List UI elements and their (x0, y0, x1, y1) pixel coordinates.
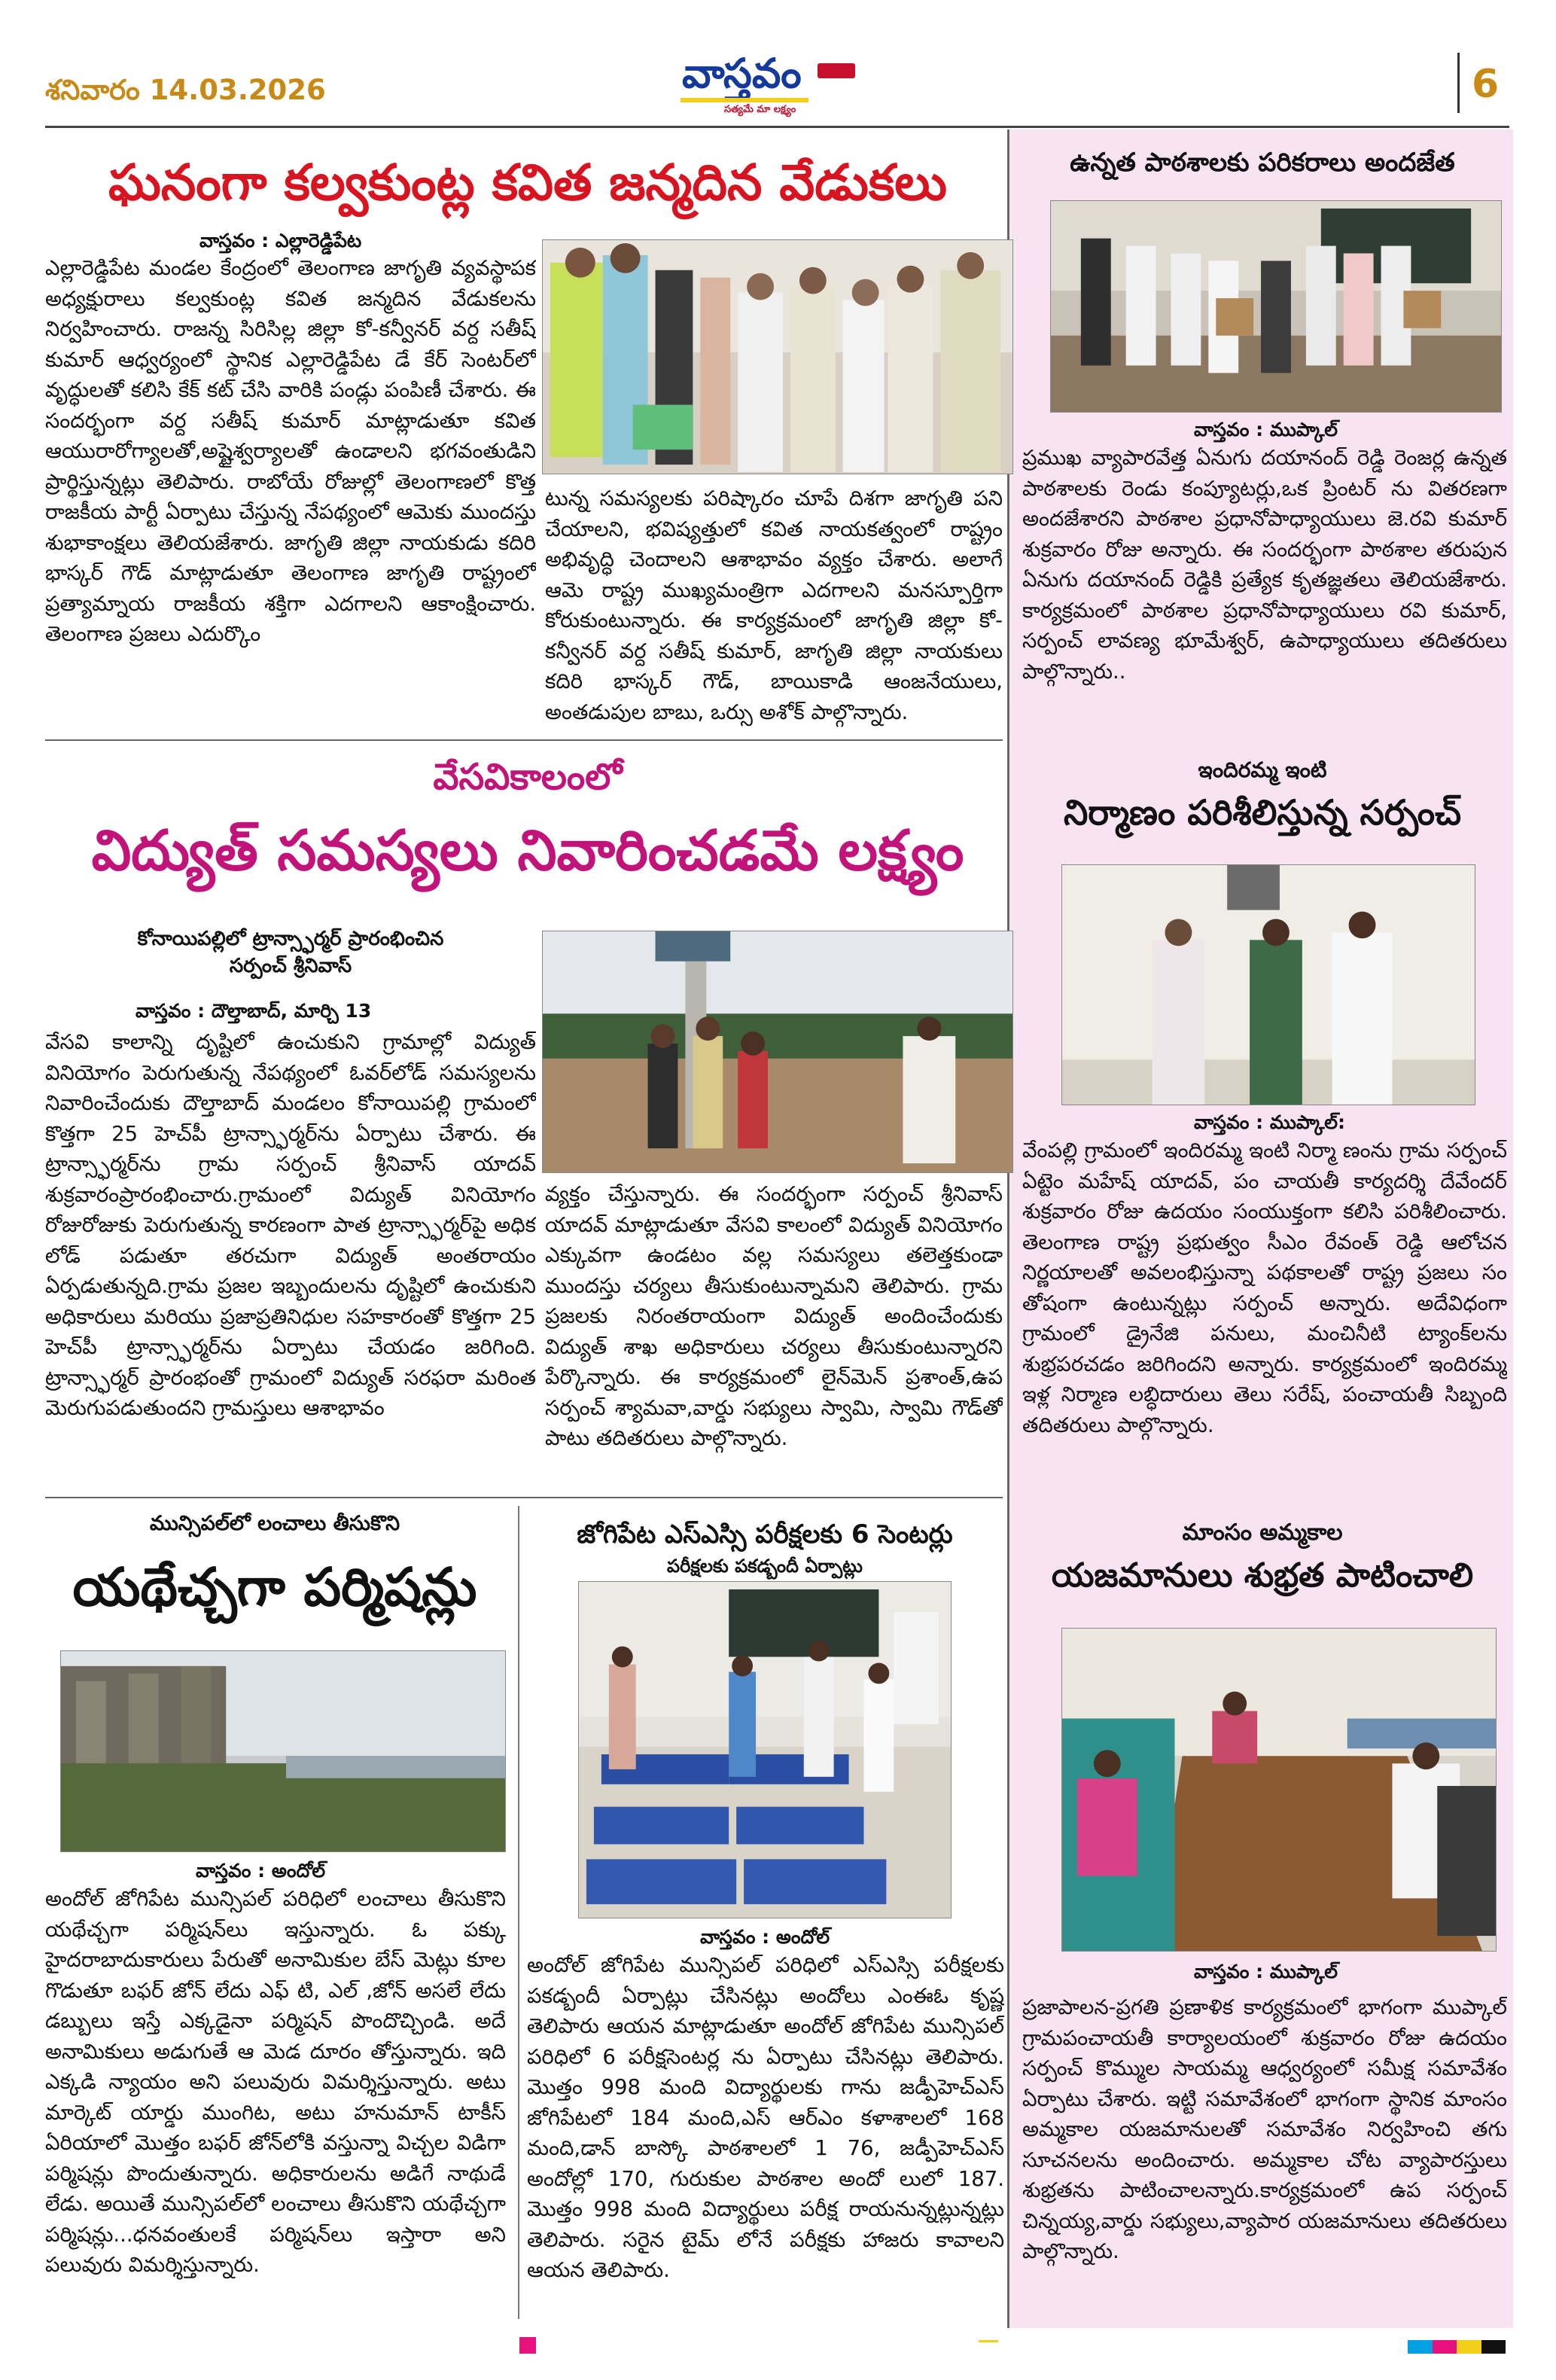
registration-mark-left (519, 2337, 536, 2354)
story2-bottom-rule (45, 1497, 1003, 1498)
registration-mark-yellow (979, 2340, 998, 2342)
story1-column2: టున్న సమస్యలకు పరిష్కారం చూపే దిశగా జాగృతి పని చేయాలని, భవిష్యత్తులో కవిత నాయకత్వంలో రాష్ట్రం అభివృద్ధి చెందాలని ఆశాభావం వ్యక్తం చేశారు. అలాగే ఆమె రాష్ట్ర ముఖ్యమంత్రిగా ఎదగాలని మనస్పూర్తిగా కోరుకుంటున్నారు. ఈ కార్యక్రమంలో జాగృతి జిల్లా కో-కన్వీనర్ వర్ద సతీష్ కుమార్, జాగృతి జిల్లా నాయకులు కదిరి భాస్కర్ గౌడ్, బాయికాడి ఆంజనేయులు, అంతడుపుల బాబు, ఒర్సు అశోక్ పాల్గొన్నారు. (545, 486, 1003, 724)
cmyk-yellow (1457, 2340, 1481, 2354)
cmyk-black (1481, 2340, 1506, 2354)
story1-dateline: వాస్తవం : ఎల్లారెడ్డిపేట (199, 230, 362, 251)
story2-photo (542, 931, 1013, 1173)
story1-photo (542, 239, 1013, 474)
sidebar-story2-photo (1061, 864, 1475, 1105)
masthead-tagline: సత్యమే మా లక్ష్యం (724, 104, 796, 115)
masthead-logo (671, 50, 864, 119)
sidebar-story3-body: ప్రజాపాలన-ప్రగతి ప్రణాళిక కార్యక్రమంలో భాగంగా ముప్కాల్ గ్రామపంచాయతీ కార్యాలయంలో శుక్రవారం రోజు ఉదయం సర్పంచ్ కొమ్ముల సాయమ్మ ఆధ్వర్యంలో సమీక్ష సమావేశం ఏర్పాటు చేశారు. ఇట్టి సమావేశంలో భాగంగా స్థానిక మాంసం అమ్మకాల యజమానులతో సమావేశం నిర్వహించి తగు సూచనలను అందించారు. అమ్మకాల చోట వ్యాపారస్తులు శుభ్రతను పాటించాలన్నారు.కార్యక్రమంలో ఉప సర్పంచ్ చిన్నయ్య,వార్డు సభ్యులు,వ్యాపార యజమానులు తదితరులు పాల్గొన్నారు. (1022, 1995, 1507, 2263)
story3-dateline: వాస్తవం : అందోల్ (196, 1860, 326, 1882)
header-rule (45, 126, 1509, 128)
story4-dateline: వాస్తవం : అందోల్ (700, 1926, 830, 1948)
sidebar-story3-dateline: వాస్తవం : ముప్కాల్ (1194, 1961, 1338, 1982)
story2-headline: విద్యుత్ సమస్యలు నివారించడమే లక్ష్యం (91, 818, 964, 883)
cmyk-cyan (1408, 2340, 1433, 2354)
edition-date: శనివారం 14.03.2026 (45, 74, 326, 106)
story2-subhead-line2: సర్పంచ్ శ్రీనివాస్ (229, 955, 352, 977)
sidebar-story1-body: ప్రముఖ వ్యాపారవేత్త ఏనుగు దయానంద్ రెడ్డి రెంజర్ల ఉన్నత పాఠశాలకు రెండు కంప్యూటర్లు,ఒక ప్రింటర్ ను వితరణగా అందజేశారని పాఠశాల ప్రధానోపాధ్యాయులు జె.రవి కుమార్ శుక్రవారం రోజు అన్నారు. ఈ సందర్భంగా పాఠశాల తరుపున ఏనుగు దయానంద్ రెడ్డికి ప్రత్యేక కృతజ్ఞతలు తెలియజేశారు. కార్యక్రమంలో పాఠశాల ప్రధానోపాధ్యాయులు రవి కుమార్, సర్పంచ్ లావణ్య భూమేశ్వర్, ఉపాధ్యాయులు తదితరులు పాల్గొన్నారు.. (1022, 446, 1507, 684)
masthead-yellow-underline (681, 98, 808, 102)
story4-photo (578, 1581, 952, 1918)
story4-body: అందోల్ జోగిపేట మున్సిపల్ పరిధిలో ఎస్ఎస్సి పరీక్షలకు పకడ్బందీ ఏర్పాట్లు చేసినట్లు అందోలు ఎంఈఓ కృష్ణ తెలిపారు ఆయన మాట్లాడుతూ అందోల్ జోగిపేట మున్సిపల్ పరిధిలో 6 పరీక్షసెంటర్ల ను ఏర్పాటు చేసినట్లు తెలిపారు. మొత్తం 998 మంది విద్యార్థులకు గాను జడ్పీహెచ్ఎస్ జోగిపేటలో 184 మంది,ఎస్ ఆర్ఎం కళాశాలలో 168 మంది,డాన్ బాస్కో పాఠశాలలో 1 76, జడ్పీహెచ్ఎస్ అందోల్లో 170, గురుకుల పాఠశాల అందో లులో 187. మొత్తం 998 మంది విద్యార్థులు పరీక్ష రాయనున్నట్లున్నట్లు తెలిపారు. సరైన టైమ్ లోనే పరీక్షకు హాజరు కావాలని ఆయన తెలిపారు. (527, 1953, 1004, 2282)
page-number: 6 (1472, 62, 1500, 107)
story2-column2: వ్యక్తం చేస్తున్నారు. ఈ సందర్భంగా సర్పంచ్ శ్రీనివాస్ యాదవ్ మాట్లాడుతూ వేసవి కాలంలో విద్యుత్ వినియోగం ఎక్కువగా ఉండటం వల్ల సమస్యలు తలెత్తకుండా ముందస్తు చర్యలు తీసుకుంటున్నామని తెలిపారు. గ్రామ ప్రజలకు నిరంతరాయంగా విద్యుత్ అందించేందుకు విద్యుత్ శాఖ అధికారులు చర్యలు తీసుకుంటున్నారని పేర్కొన్నారు. ఈ కార్యక్రమంలో లైన్‌మెన్ ప్రశాంత్,ఉప సర్పంచ్ శ్యామవా,వార్డు సభ్యులు స్వామి, స్వామి గౌడ్‌తో పాటు తదితరులు పాల్గొన్నారు. (545, 1182, 1003, 1450)
sidebar-story2-dateline: వాస్తవం : ముప్కాల్: (1194, 1111, 1345, 1133)
sidebar-story1-dateline: వాస్తవం : ముప్కాల్ (1194, 419, 1338, 440)
sidebar-story2-headline: నిర్మాణం పరిశీలిస్తున్న సర్పంచ్ (1063, 792, 1462, 833)
story1-column1: ఎల్లారెడ్డిపేట మండల కేంద్రంలో తెలంగాణ జాగృతి వ్యవస్థాపక అధ్యక్షురాలు కల్వకుంట్ల కవిత జన్మదిన వేడుకలను నిర్వహించారు. రాజన్న సిరిసిల్ల జిల్లా కో-కన్వీనర్ వర్ద సతీష్ కుమార్ ఆధ్వర్యంలో స్థానిక ఎల్లారెడ్డిపేట డే కేర్ సెంటర్‌లో వృద్ధులతో కలిసి కేక్ కట్ చేసి వారికి పండ్లు పంపిణీ చేశారు. ఈ సందర్భంగా వర్ద సతీష్ కుమార్ మాట్లాడుతూ కవిత ఆయురారోగ్యాలతో,అష్టైశ్వర్యాలతో ఉండాలని భగవంతుడిని ప్రార్థిస్తున్నట్లు తెలిపారు. రాబోయే రోజుల్లో తెలంగాణలో కొత్త రాజకీయ పార్టీ ఏర్పాటు చేస్తున్న నేపథ్యంలో ఆమెకు ముందస్తు శుభాకాంక్షలు తెలియజేశారు. జాగృతి జిల్లా నాయకుడు కదిరి భాస్కర్ గౌడ్ మాట్లాడుతూ తెలంగాణ జాగృతి రాష్ట్రంలో ప్రత్యామ్నాయ రాజకీయ శక్తిగా ఎదగాలని ఆకాంక్షించారు. తెలంగాణ ప్రజలు ఎదుర్కొం (45, 256, 536, 646)
story4-headline: జోగిపేట ఎస్ఎస్సి పరీక్షలకు 6 సెంటర్లు (577, 1519, 953, 1550)
story2-dateline: వాస్తవం : దౌల్తాబాద్, మార్చి 13 (136, 1000, 372, 1022)
story3-story4-divider (518, 1506, 519, 2319)
story3-headline: యథేచ్చగా పర్మిషన్లు (72, 1556, 477, 1618)
masthead-red-mark (818, 63, 855, 78)
sidebar-story3-headline: యజమానులు శుభ్రత పాటించాలి (1051, 1556, 1474, 1595)
sidebar-story2-body: వేంపల్లి గ్రామంలో ఇందిరమ్మ ఇంటి నిర్మా ణంను గ్రామ సర్పంచ్ ఏట్టెం మహేష్ యాదవ్, పం చాయతీ కార్యదర్శి దేవేందర్ శుక్రవారం రోజు ఉదయం సంయుక్తంగా కలిసి పరిశీలించారు. తెలంగాణ రాష్ట్ర ప్రభుత్వం సీఎం రేవంత్ రెడ్డి ఆలోచన నిర్ణయాలతో అవలంభిస్తున్నా పథకాలతో రాష్ట్ర ప్రజలు సం తోషంగా ఉంటున్నట్లు సర్పంచ్ అన్నారు. అదేవిధంగా గ్రామంలో డ్రైనేజి పనులు, మంచినీటి ట్యాంక్‌లను శుభ్రపరచడం జరిగిందని అన్నారు. కార్యక్రమంలో ఇందిరమ్మ ఇళ్ల నిర్మాణ లబ్ధిదారులు తెలు సరేష్, పంచాయతీ సిబ్బంది తదితరులు పాల్గొన్నారు. (1022, 1138, 1507, 1437)
story2-kicker: వేసవికాలంలో (433, 756, 623, 798)
sidebar-story1-photo (1050, 200, 1502, 413)
sidebar-story2-kicker: ఇందిరమ్మ ఇంటి (1198, 757, 1327, 782)
cmyk-color-bar (1408, 2340, 1506, 2354)
sidebar-story3-photo (1061, 1628, 1497, 1952)
story1-bottom-rule (45, 739, 1003, 741)
story3-photo (60, 1650, 506, 1852)
masthead-title: వాస్తవం (682, 50, 802, 97)
story4-subhead: పరీక్షలకు పకడ్బందీ ఏర్పాట్లు (667, 1556, 863, 1577)
sidebar-story1-headline: ఉన్నత పాఠశాలకు పరికరాలు అందజేత (1070, 148, 1455, 178)
story1-headline: ఘనంగా కల్వకుంట్ల కవిత జన్మదిన వేడుకలు (108, 154, 947, 212)
sidebar-story3-kicker: మాంసం అమ్మకాల (1182, 1519, 1343, 1546)
page-number-divider (1457, 53, 1460, 113)
story3-body: అందోల్ జోగిపేట మున్సిపల్ పరిధిలో లంచాలు తీసుకొని యథేచ్చగా పర్మిషన్‌లు ఇస్తున్నారు. ఓ పక్కు హైదరాబాదుకారులు పేరుతో అనామికుల బేస్ మెట్లు కూల గొడుతూ బఫర్ జోన్ లేదు ఎఫ్ టి, ఎల్ ,జోన్ అసలే లేదు డబ్బులు ఇస్తే ఎక్కడైనా పర్మిషన్ పొందొచ్చిండి. అదే అనామికులు అడుగుతే ఆ మెడ దూరం తోస్తున్నారు. ఇది ఎక్కడి న్యాయం అని పలువురు విమర్శిస్తున్నారు. అటు మార్కెట్ యార్డు ముంగిట, అటు హనుమాన్ టాకీస్ ఏరియాలో మొత్తం బఫర్ జోన్‌లోకి వస్తున్నా విచ్చల విడిగా పర్మిషన్లు పొందుతున్నారు. అధికారులను అడిగే నాథుడే లేడు. అయితే మున్సిపల్‌లో లంచాలు తీసుకొని యథేచ్చగా పర్మిషన్లు...ధనవంతులకే పర్మిషన్‌లు ఇస్తారా అని పలువురు విమర్శిస్తున్నారు. (45, 1887, 506, 2277)
story3-kicker: మున్సిపల్‌లో లంచాలు తీసుకొని (149, 1512, 400, 1535)
story2-subhead-line1: కోనాయిపల్లిలో ట్రాన్స్ఫార్మర్ ప్రారంభించిన (137, 928, 444, 950)
cmyk-magenta (1433, 2340, 1457, 2354)
story2-column1: వేసవి కాలాన్ని దృష్టిలో ఉంచుకుని గ్రామాల్లో విద్యుత్ వినియోగం పెరుగుతున్న నేపథ్యంలో ఓవర్‌లోడ్ సమస్యలను నివారించేందుకు దౌల్తాబాద్ మండలం కోనాయిపల్లి గ్రామంలో కొత్తగా 25 హెచ్‌పీ ట్రాన్స్ఫార్మర్‌ను ఏర్పాటు చేశారు. ఈ ట్రాన్స్ఫార్మర్‌ను గ్రామ సర్పంచ్ శ్రీనివాస్ యాదవ్ శుక్రవారంప్రారంభించారు.గ్రామంలో విద్యుత్ వినియోగం రోజురోజుకు పెరుగుతున్న కారణంగా పాత ట్రాన్స్ఫార్మర్‌పై అధిక లోడ్ పడుతూ తరచుగా విద్యుత్ అంతరాయం ఏర్పడుతున్నది.గ్రామ ప్రజల ఇబ్బందులను దృష్టిలో ఉంచుకుని అధికారులు మరియు ప్రజాప్రతినిధుల సహకారంతో కొత్తగా 25 హెచ్‌పీ ట్రాన్స్ఫార్మర్‌ను ఏర్పాటు చేయడం జరిగింది. ట్రాన్స్ఫార్మర్ ప్రారంభంతో గ్రామంలో విద్యుత్ సరఫరా మరింత మెరుగుపడుతుందని గ్రామస్తులు ఆశాభావం (45, 1030, 536, 1420)
